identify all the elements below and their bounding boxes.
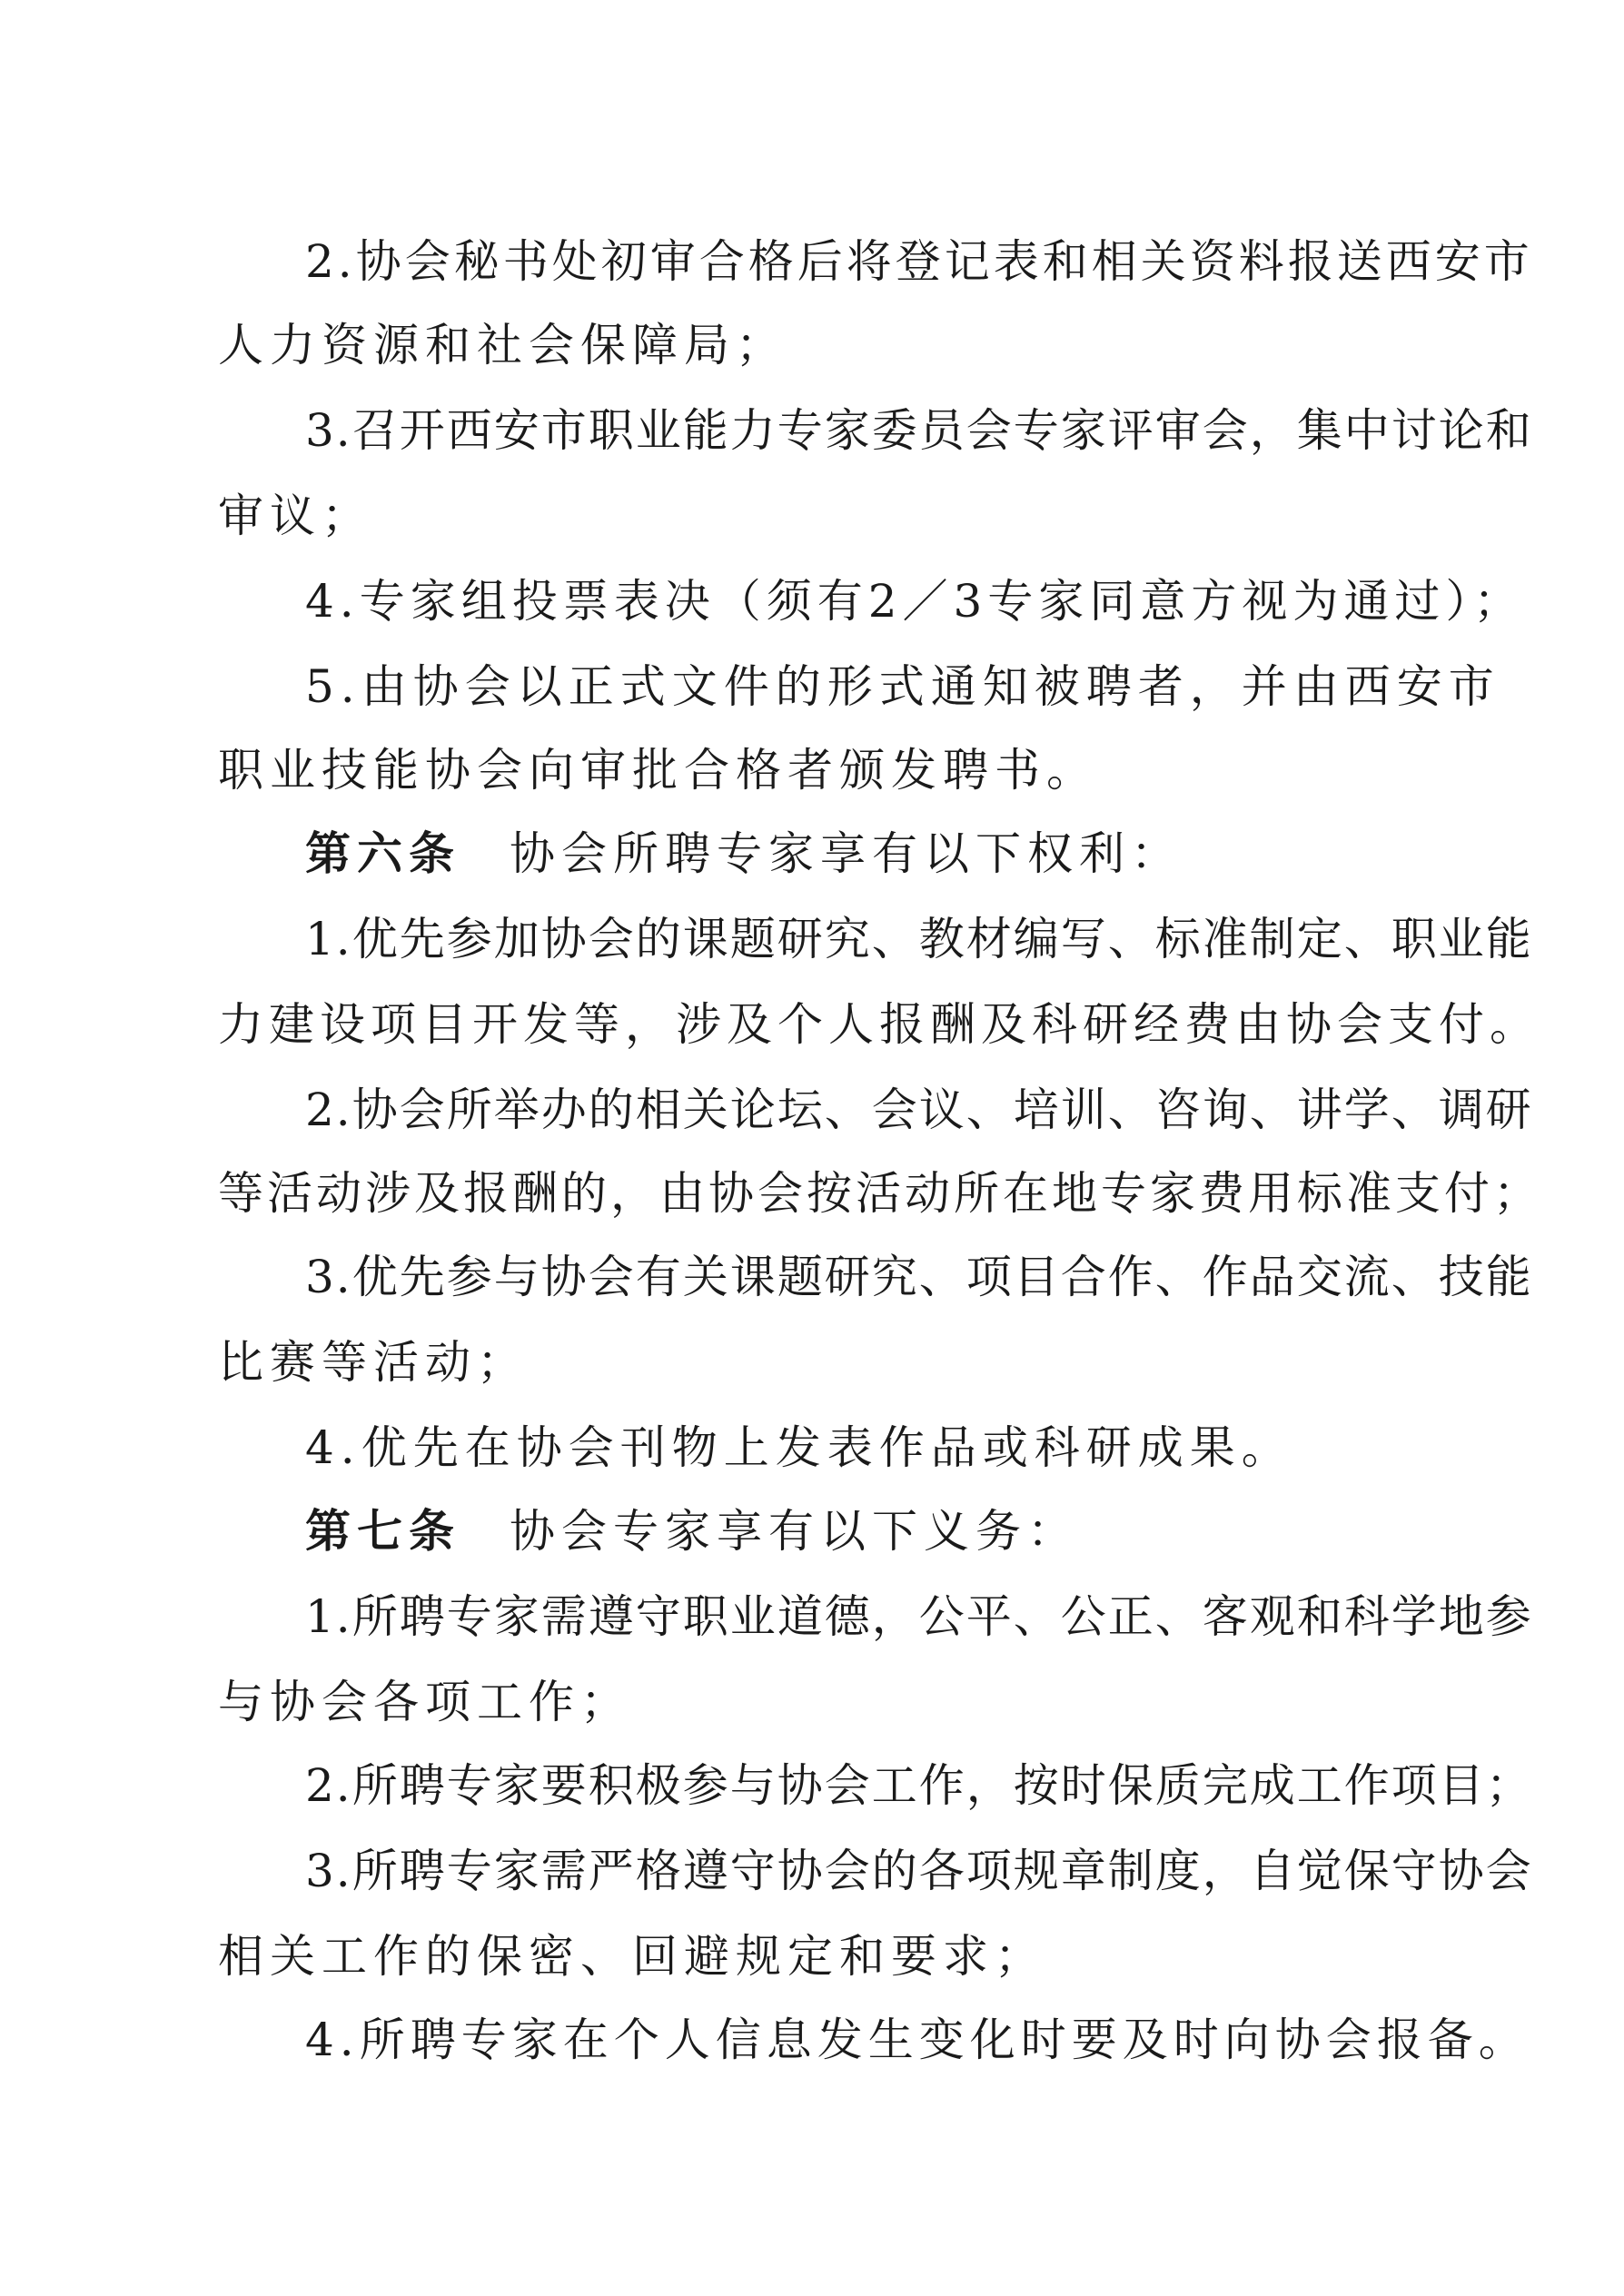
duty-3-line-2: 相关工作的保密、回避规定和要求； [218,1930,1046,1983]
right-4: 4.优先在协会刊物上发表作品或科研成果。 [305,1421,1293,1474]
item-2-line-2: 人力资源和社会保障局； [218,319,787,371]
duty-1-line-1: 1.所聘专家需遵守职业道德，公平、公正、客观和科学地参 [305,1590,1533,1643]
article-6-number: 第六条 [305,826,460,880]
article-7-number: 第七条 [305,1504,460,1558]
article-6-title: 协会所聘专家享有以下权利： [510,827,1183,880]
right-2-line-1: 2.协会所举办的相关论坛、会议、培训、咨询、讲学、调研 [305,1084,1533,1136]
right-2-line-2: 等活动涉及报酬的，由协会按活动所在地专家费用标准支付； [218,1167,1542,1220]
right-1-line-2: 力建设项目开发等，涉及个人报酬及科研经费由协会支付。 [218,998,1540,1051]
right-3-line-1: 3.优先参与协会有关课题研究、项目合作、作品交流、技能 [305,1251,1533,1303]
item-2-line-1: 2.协会秘书处初审合格后将登记表和相关资料报送西安市 [305,235,1533,288]
article-6-heading [305,825,1183,883]
right-1-line-1: 1.优先参加协会的课题研究、教材编写、标准制定、职业能 [305,913,1533,965]
right-3-line-2: 比赛等活动； [218,1336,529,1389]
item-3-line-1: 3.召开西安市职业能力专家委员会专家评审会，集中讨论和 [305,404,1533,457]
item-5-line-1: 5.由协会以正式文件的形式通知被聘者，并由西安市 [305,660,1500,713]
duty-2: 2.所聘专家要积极参与协会工作，按时保质完成工作项目； [305,1759,1533,1812]
item-4: 4.专家组投票表决（须有2／3专家同意方视为通过）； [305,575,1525,628]
duty-3-line-1: 3.所聘专家需严格遵守协会的各项规章制度，自觉保守协会 [305,1845,1533,1897]
item-3-line-2: 审议； [218,490,373,542]
article-7-title: 协会专家享有以下义务： [510,1505,1079,1558]
item-5-line-2: 职业技能协会向审批合格者颁发聘书。 [218,744,1098,797]
duty-4: 4.所聘专家在个人信息发生变化时要及时向协会报备。 [305,2014,1530,2066]
article-7-heading [305,1502,1079,1560]
duty-1-line-2: 与协会各项工作； [218,1676,632,1728]
